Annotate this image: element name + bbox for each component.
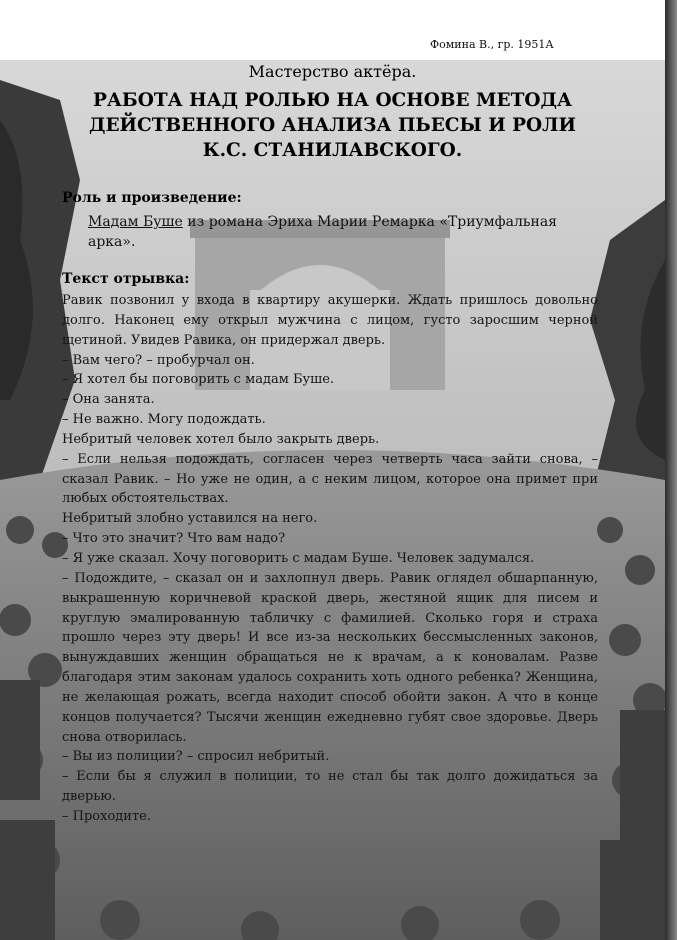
title-line: К.С. СТАНИЛАВСКОГО. <box>202 140 463 161</box>
role-source: из романа Эриха Марии Ремарка «Триумфальная арка». <box>88 214 558 250</box>
subject-heading: Мастерство актёра. <box>248 62 417 81</box>
title-line: ДЕЙСТВЕННОГО АНАЛИЗА ПЬЕСЫ И РОЛИ <box>89 115 576 136</box>
excerpt-text <box>62 291 598 827</box>
excerpt-paragraph: Небритый человек хотел было закрыть дверь. <box>62 431 380 447</box>
title-line: РАБОТА НАД РОЛЬЮ НА ОСНОВЕ МЕТОДА <box>92 90 573 111</box>
excerpt-paragraph: Равик позвонил у входа в квартиру акушерки. Ждать пришлось довольно долго. Наконец ему открыл мужчина с лицом, густо заросшим черной щетиной. Увидев Равика, он придержал дверь. <box>62 293 598 348</box>
excerpt-paragraph: – Я уже сказал. Хочу поговорить с мадам Буше. Человек задумался. <box>62 550 535 566</box>
author-line: Фомина В., гр. 1951А <box>430 38 554 51</box>
excerpt-paragraph: – Она занята. <box>62 392 155 408</box>
excerpt-paragraph: – Вам чего? – пробурчал он. <box>62 352 255 368</box>
role-name: Мадам Буше <box>88 214 183 230</box>
excerpt-section-label: Текст отрывка: <box>62 271 190 287</box>
excerpt-paragraph: – Если бы я служил в полиции, то не стал бы так долго дожидаться за дверью. <box>62 769 598 805</box>
role-description <box>88 212 603 252</box>
page-title <box>30 88 635 163</box>
page-edge-shadow <box>665 0 677 940</box>
excerpt-paragraph: – Что это значит? Что вам надо? <box>62 531 286 547</box>
excerpt-paragraph: – Не важно. Могу подождать. <box>62 412 266 428</box>
excerpt-paragraph: Небритый злобно уставился на него. <box>62 511 318 527</box>
excerpt-paragraph: – Подождите, – сказал он и захлопнул дверь. Равик оглядел обшарпанную, выкрашенную коричневой краской дверь, жестяной ящик для писем и круглую эмалированную табличку с фамилией. Сколько горя и страха прошло через эту дверь! И все из-за нескольких бессмысленных законов, вынуждавших женщин обращаться не к врачам, а к коновалам. Разве благодаря этим законам удалось сохранить хоть одного ребенка? Женщина, не желающая рожать, всегда находит способ обойти закон. А что в конце концов получается? Тысячи женщин ежедневно губят свое здоровье. Дверь снова отворилась. <box>62 570 598 745</box>
excerpt-paragraph: – Если нельзя подождать, согласен через четверть часа зайти снова, – сказал Равик. – Но уже не один, а с неким лицом, которое она примет при любых обстоятельствах. <box>62 451 598 507</box>
excerpt-paragraph: – Я хотел бы поговорить с мадам Буше. <box>62 372 335 388</box>
excerpt-paragraph: – Вы из полиции? – спросил небритый. <box>62 749 330 765</box>
role-section-label: Роль и произведение: <box>62 190 242 206</box>
excerpt-paragraph: – Проходите. <box>62 808 151 824</box>
